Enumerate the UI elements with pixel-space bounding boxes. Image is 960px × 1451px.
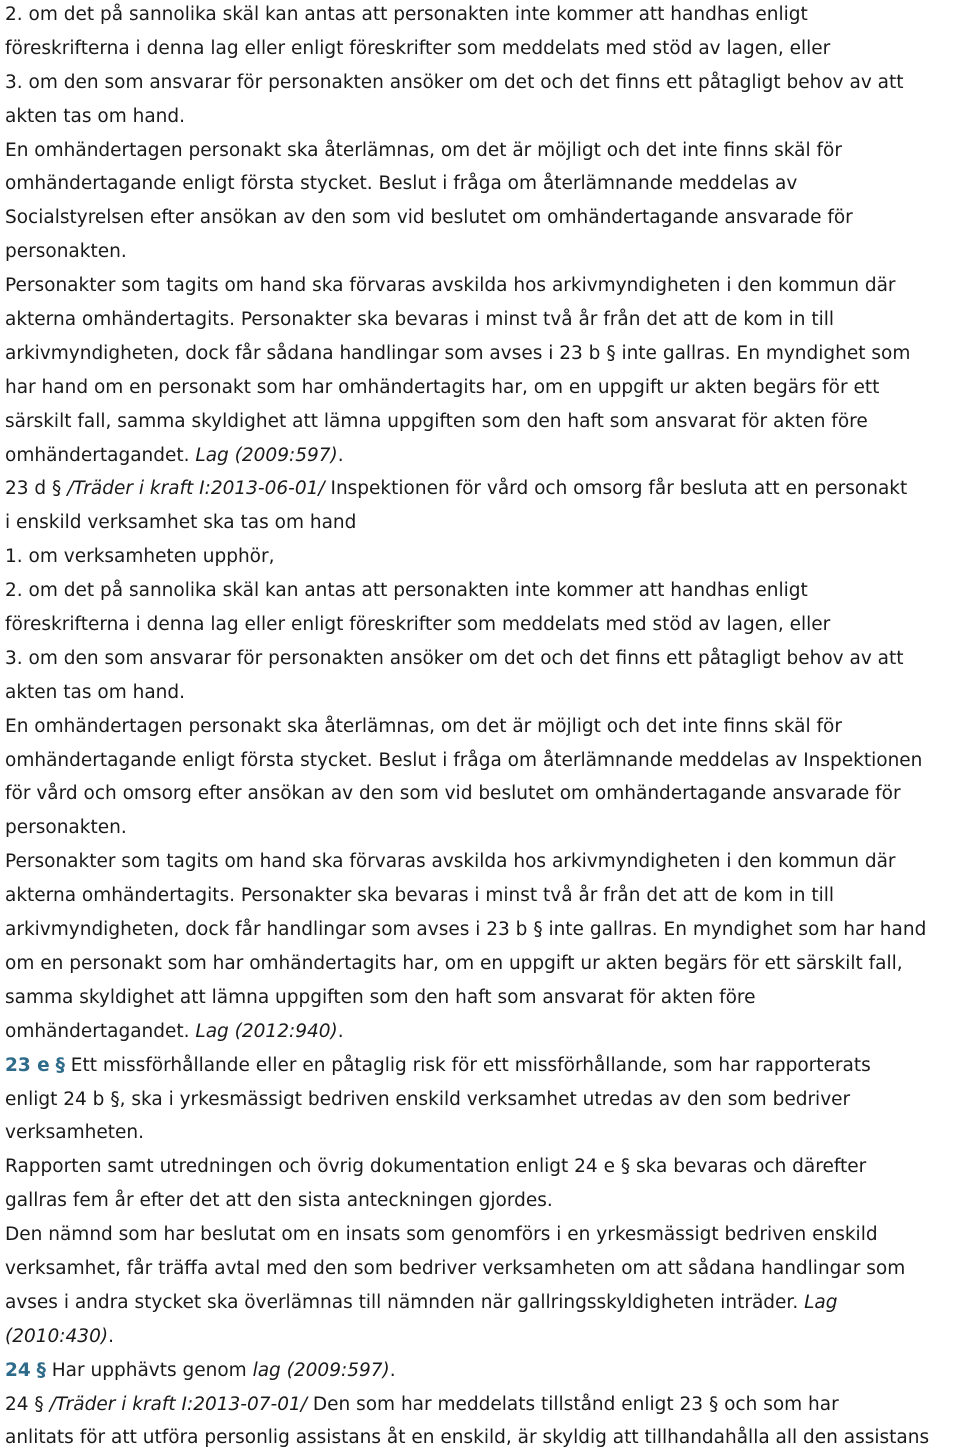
paragraph-sign: § — [52, 478, 62, 500]
text-segment: gallras fem år efter det att den sista anteckningen gjordes. — [5, 1190, 553, 1212]
paragraph-sign: § — [620, 1156, 631, 1178]
text-line — [5, 1388, 960, 1422]
text-segment: Personakter som tagits om hand ska förvaras avskilda hos arkivmyndigheten i den kommun där — [5, 851, 896, 873]
text-segment: enligt 24 b — [5, 1088, 111, 1110]
text-segment: och som har — [718, 1393, 839, 1415]
text-segment: . — [337, 444, 344, 466]
text-line — [5, 574, 960, 608]
text-segment: 1. om verksamheten upphör, — [5, 546, 275, 568]
text-line — [5, 1150, 960, 1184]
text-line — [5, 1320, 960, 1354]
text-segment: Den som har meddelats tillstånd enligt 23 — [306, 1393, 709, 1415]
text-line — [5, 1116, 960, 1150]
italic-text: Lag (2012:940) — [195, 1020, 338, 1042]
text-line — [5, 913, 960, 947]
section-link[interactable]: 24 — [5, 1359, 31, 1381]
paragraph-sign: § — [55, 1054, 65, 1076]
text-line — [5, 405, 960, 439]
text-line — [5, 744, 960, 778]
text-line — [5, 1184, 960, 1218]
text-segment: Rapporten samt utredningen och övrig dokumentation enligt 24 e — [5, 1156, 621, 1178]
text-line — [5, 879, 960, 913]
text-segment: föreskrifterna i denna lag eller enligt föreskrifter som meddelats med stöd av lagen, eller — [5, 614, 831, 636]
text-line — [5, 0, 960, 32]
italic-text: (2010:430) — [5, 1325, 109, 1347]
text-line — [5, 134, 960, 168]
text-line — [5, 811, 960, 845]
text-segment: . — [108, 1325, 114, 1347]
text-segment: omhändertagandet. — [5, 1020, 196, 1042]
text-line — [5, 642, 960, 676]
text-line — [5, 235, 960, 269]
text-line — [5, 269, 960, 303]
text-segment: Har upphävts genom — [45, 1359, 253, 1381]
text-segment: verksamheten. — [5, 1122, 144, 1144]
italic-text: /Träder i kraft I:2013-06-01/ — [67, 478, 325, 500]
text-line — [5, 506, 960, 540]
text-segment: i enskild verksamhet ska tas om hand — [5, 512, 357, 534]
text-segment: 24 — [5, 1393, 35, 1415]
paragraph-sign: § — [34, 1393, 44, 1415]
text-segment: , ska i yrkesmässigt bedriven enskild verksamhet utredas av den som bedriver — [119, 1088, 851, 1110]
text-segment: för vård och omsorg efter ansökan av den som vid beslutet om omhändertagande ansvarade för — [5, 783, 901, 805]
text-segment: personakten. — [5, 817, 127, 839]
text-segment: ska bevaras och därefter — [630, 1156, 867, 1178]
text-segment: Ett missförhållande eller en påtaglig risk för ett missförhållande, som har rapporterats — [64, 1054, 871, 1076]
text-segment: 23 d — [5, 478, 53, 500]
text-segment: inte gallras. En myndighet som har hand — [542, 919, 927, 941]
text-line — [5, 1015, 960, 1049]
text-segment: avses i andra stycket ska överlämnas till nämnden när gallringsskyldigheten inträder. — [5, 1291, 805, 1313]
paragraph-sign: § — [606, 342, 616, 364]
text-line — [5, 608, 960, 642]
text-segment: Personakter som tagits om hand ska förvaras avskilda hos arkivmyndigheten i den kommun där — [5, 275, 896, 297]
text-line — [5, 845, 960, 879]
text-segment: verksamhet, får träffa avtal med den som bedriver verksamheten om att sådana handlingar som — [5, 1257, 906, 1279]
section-link[interactable]: 23 e — [5, 1054, 50, 1076]
text-line — [5, 472, 960, 506]
text-line — [5, 981, 960, 1015]
text-line — [5, 201, 960, 235]
text-line — [5, 337, 960, 371]
text-segment: omhändertagandet. — [5, 444, 196, 466]
text-segment: 2. om det på sannolika skäl kan antas att personakten inte kommer att handhas enligt — [5, 580, 808, 602]
text-line — [5, 371, 960, 405]
text-line — [5, 66, 960, 100]
text-segment: Den nämnd som har beslutat om en insats som genomförs i en yrkesmässigt bedriven enskild — [5, 1224, 878, 1246]
text-segment: akterna omhändertagits. Personakter ska bevaras i minst två år från det att de kom in till — [5, 309, 835, 331]
text-line — [5, 1354, 960, 1388]
text-segment: om en personakt som har omhändertagits har, om en uppgift ur akten begärs för ett särskilt fall, — [5, 952, 903, 974]
text-line — [5, 1421, 960, 1451]
text-line — [5, 32, 960, 66]
text-segment: En omhändertagen personakt ska återlämnas, om det är möjligt och det inte finns skäl för — [5, 715, 842, 737]
text-line — [5, 777, 960, 811]
text-segment: Socialstyrelsen efter ansökan av den som vid beslutet om omhändertagande ansvarade för — [5, 207, 853, 229]
italic-text: Lag — [804, 1291, 838, 1313]
text-segment: akterna omhändertagits. Personakter ska bevaras i minst två år från det att de kom in till — [5, 885, 835, 907]
text-line — [5, 540, 960, 574]
text-segment: har hand om en personakt som har omhändertagits har, om en uppgift ur akten begärs för ett — [5, 376, 880, 398]
text-line — [5, 710, 960, 744]
text-segment: Inspektionen för vård och omsorg får besluta att en personakt — [324, 478, 908, 500]
text-line — [5, 1083, 960, 1117]
italic-text: lag (2009:597) — [252, 1359, 390, 1381]
text-line — [5, 167, 960, 201]
text-segment: samma skyldighet att lämna uppgiften som den haft som ansvarat för akten före — [5, 986, 756, 1008]
text-segment: föreskrifterna i denna lag eller enligt föreskrifter som meddelats med stöd av lagen, eller — [5, 37, 831, 59]
text-segment: akten tas om hand. — [5, 681, 186, 703]
text-line — [5, 1049, 960, 1083]
paragraph-sign: § — [36, 1359, 46, 1381]
text-segment: 3. om den som ansvarar för personakten ansöker om det och det finns ett påtagligt behov av att — [5, 647, 904, 669]
text-line — [5, 1252, 960, 1286]
text-segment: 3. om den som ansvarar för personakten ansöker om det och det finns ett påtagligt behov av att — [5, 71, 904, 93]
text-segment: arkivmyndigheten, dock får handlingar som avses i 23 b — [5, 919, 534, 941]
text-segment: anlitats för att utföra personlig assistans åt en enskild, är skyldig att tillhandahålla all den assistans — [5, 1427, 930, 1449]
paragraph-sign: § — [110, 1088, 120, 1110]
text-line — [5, 1286, 960, 1320]
paragraph-sign: § — [533, 919, 543, 941]
text-segment: arkivmyndigheten, dock får sådana handlingar som avses i 23 b — [5, 342, 607, 364]
text-segment: 2. om det på sannolika skäl kan antas att personakten inte kommer att handhas enligt — [5, 4, 808, 25]
italic-text: Lag (2009:597) — [195, 444, 338, 466]
text-segment: särskilt fall, samma skyldighet att lämna uppgiften som den haft som ansvarat för akten före — [5, 410, 868, 432]
text-line — [5, 439, 960, 473]
law-text-body — [5, 0, 960, 1451]
text-segment: omhändertagande enligt första stycket. Beslut i fråga om återlämnande meddelas av — [5, 173, 798, 195]
text-segment: inte gallras. En myndighet som — [615, 342, 911, 364]
text-line — [5, 1218, 960, 1252]
text-line — [5, 303, 960, 337]
text-line — [5, 100, 960, 134]
text-segment: . — [337, 1020, 344, 1042]
text-segment: akten tas om hand. — [5, 105, 186, 127]
text-line — [5, 947, 960, 981]
text-line — [5, 676, 960, 710]
text-segment: personakten. — [5, 241, 127, 263]
text-segment: . — [389, 1359, 396, 1381]
paragraph-sign: § — [708, 1393, 719, 1415]
italic-text: /Träder i kraft I:2013-07-01/ — [49, 1393, 307, 1415]
text-segment: omhändertagande enligt första stycket. Beslut i fråga om återlämnande meddelas av Inspektionen — [5, 749, 923, 771]
text-segment: En omhändertagen personakt ska återlämnas, om det är möjligt och det inte finns skäl för — [5, 139, 842, 161]
